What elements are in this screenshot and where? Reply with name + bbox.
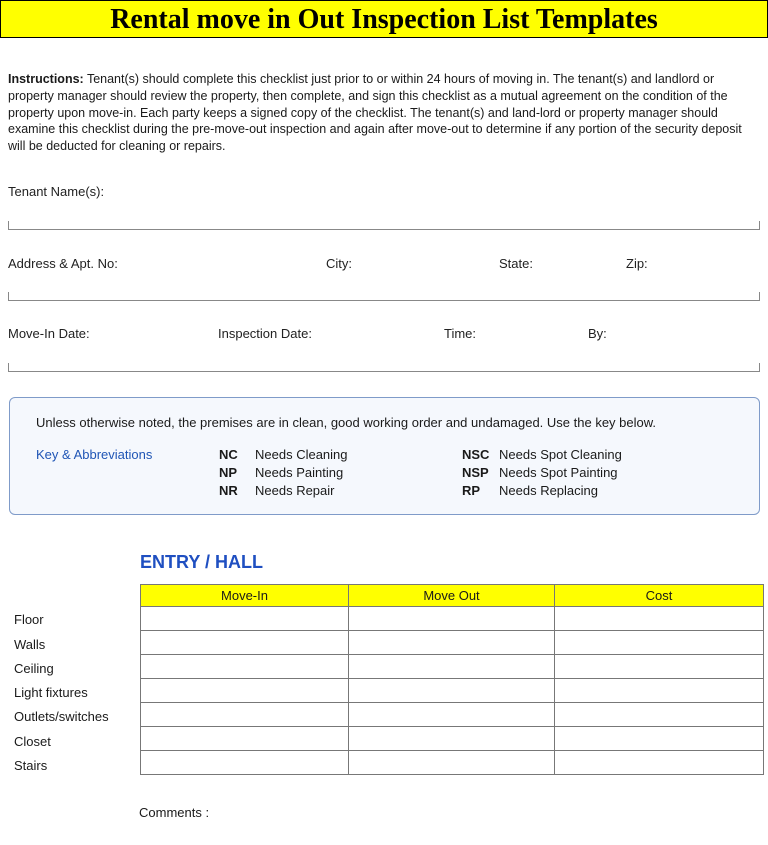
abbr-desc: Needs Spot Cleaning <box>499 447 622 462</box>
move-in-cell[interactable] <box>141 631 349 655</box>
abbr-desc: Needs Repair <box>255 483 335 498</box>
inspection-date-label: Inspection Date: <box>218 326 312 341</box>
move-out-cell[interactable] <box>349 607 555 631</box>
cost-cell[interactable] <box>555 703 764 727</box>
condition-notice: Unless otherwise noted, the premises are in clean, good working order and undamaged. Use the key below. <box>36 415 657 430</box>
state-label: State: <box>499 256 533 271</box>
move-out-cell[interactable] <box>349 751 555 775</box>
comments-label: Comments : <box>139 805 210 820</box>
move-out-cell[interactable] <box>349 679 555 703</box>
cost-cell[interactable] <box>555 631 764 655</box>
date-field[interactable] <box>8 363 760 372</box>
move-out-cell[interactable] <box>349 655 555 679</box>
column-header: Cost <box>555 585 764 607</box>
cost-cell[interactable] <box>555 679 764 703</box>
abbr-desc: Needs Cleaning <box>255 447 348 462</box>
cost-cell[interactable] <box>555 751 764 775</box>
tenant-name-field[interactable] <box>8 221 760 230</box>
row-label-ceiling: Ceiling <box>14 661 54 676</box>
key-box <box>9 397 760 515</box>
row-label-outlets: Outlets/switches <box>14 709 109 724</box>
address-label: Address & Apt. No: <box>8 256 118 271</box>
abbr-code: NP <box>219 465 238 480</box>
row-label-stairs: Stairs <box>14 758 48 773</box>
move-in-cell[interactable] <box>141 751 349 775</box>
table-row <box>141 607 764 631</box>
cost-cell[interactable] <box>555 727 764 751</box>
abbr-code: RP <box>462 483 481 498</box>
table-row <box>141 679 764 703</box>
section-title: ENTRY / HALL <box>140 552 264 572</box>
move-in-cell[interactable] <box>141 607 349 631</box>
move-in-cell[interactable] <box>141 655 349 679</box>
table-row <box>141 655 764 679</box>
column-header: Move-In <box>141 585 349 607</box>
move-out-cell[interactable] <box>349 703 555 727</box>
instructions <box>8 71 753 155</box>
key-title: Key & Abbreviations <box>36 447 153 462</box>
cost-cell[interactable] <box>555 607 764 631</box>
row-label-floor: Floor <box>14 612 44 627</box>
tenant-name-label: Tenant Name(s): <box>8 184 105 199</box>
table-row <box>141 631 764 655</box>
move-out-cell[interactable] <box>349 727 555 751</box>
by-label: By: <box>588 326 607 341</box>
row-label-light-fixtures: Light fixtures <box>14 685 88 700</box>
abbr-desc: Needs Painting <box>255 465 344 480</box>
column-header: Move Out <box>349 585 555 607</box>
move-out-cell[interactable] <box>349 631 555 655</box>
instructions-label: Instructions: <box>8 72 84 86</box>
move-in-cell[interactable] <box>141 727 349 751</box>
abbr-code: NSC <box>462 447 490 462</box>
abbr-code: NSP <box>462 465 489 480</box>
zip-label: Zip: <box>626 256 648 271</box>
address-field[interactable] <box>8 292 760 301</box>
abbr-desc: Needs Spot Painting <box>499 465 618 480</box>
table-row <box>141 751 764 775</box>
inspection-table <box>140 584 764 775</box>
time-label: Time: <box>444 326 477 341</box>
instructions-text: Tenant(s) should complete this checklist just prior to or within 24 hours of moving in. The tenant(s) and landlord or property manager should review the property, then complete, and sign this checklist as a mutual agreement on the condition of the property upon move-in. Each party keeps a signed copy of the checklist. The tenant(s) and land-lord or property manager should examine this checklist during the pre-move-out inspection and again after move-out to determine if any portion of the security deposit will be deducted for cleaning or repairs. <box>8 72 742 154</box>
table-row <box>141 727 764 751</box>
row-label-closet: Closet <box>14 734 51 749</box>
abbr-code: NR <box>219 483 238 498</box>
abbr-desc: Needs Replacing <box>499 483 599 498</box>
row-label-walls: Walls <box>14 637 46 652</box>
move-in-date-label: Move-In Date: <box>8 326 90 341</box>
abbr-code: NC <box>219 447 238 462</box>
cost-cell[interactable] <box>555 655 764 679</box>
page-title: Rental move in Out Inspection List Templates <box>0 0 768 38</box>
move-in-cell[interactable] <box>141 703 349 727</box>
move-in-cell[interactable] <box>141 679 349 703</box>
city-label: City: <box>326 256 352 271</box>
table-row <box>141 703 764 727</box>
